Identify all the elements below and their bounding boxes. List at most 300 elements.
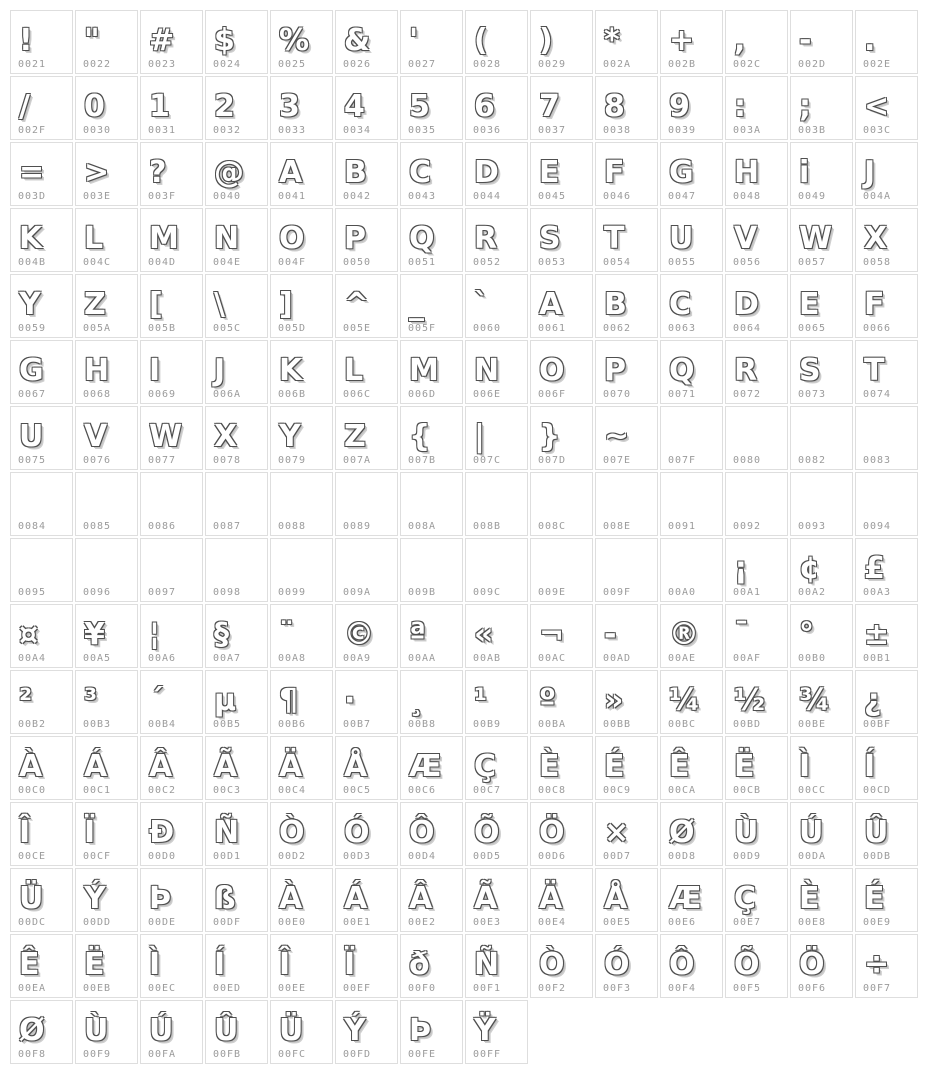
- glyph-cell: [725, 538, 788, 602]
- glyph-preview: ·: [344, 683, 356, 718]
- glyph-cell: [205, 934, 268, 998]
- glyph-preview: ^: [344, 287, 370, 322]
- glyph-unicode-label: 0040: [213, 191, 242, 202]
- glyph-preview: [791, 411, 850, 451]
- glyph-cell: [10, 802, 73, 866]
- glyph-preview: S: [539, 221, 561, 256]
- glyph-preview: 4: [344, 89, 365, 124]
- glyph-cell: [660, 934, 723, 998]
- glyph-cell: [530, 274, 593, 338]
- glyph-cell: [335, 670, 398, 734]
- glyph-cell: [530, 340, 593, 404]
- glyph-preview: Q: [409, 221, 435, 256]
- glyph-cell: [205, 274, 268, 338]
- glyph-unicode-label: 006F: [538, 389, 567, 400]
- glyph-preview: H: [734, 155, 760, 190]
- glyph-cell: [140, 538, 203, 602]
- glyph-unicode-label: 0076: [83, 455, 112, 466]
- glyph-preview: ¤: [19, 617, 39, 652]
- glyph-unicode-label: 00C8: [538, 785, 567, 796]
- glyph-unicode-label: 0070: [603, 389, 632, 400]
- glyph-cell: [855, 208, 918, 272]
- glyph-cell: [400, 538, 463, 602]
- glyph-preview: Å: [604, 881, 628, 916]
- glyph-unicode-label: 0093: [798, 521, 827, 532]
- glyph-preview: L: [84, 221, 104, 256]
- glyph-unicode-label: 0067: [18, 389, 47, 400]
- glyph-preview: È: [539, 749, 560, 784]
- glyph-preview: Â: [149, 749, 173, 784]
- glyph-cell: [465, 472, 528, 536]
- glyph-preview: ;: [799, 89, 811, 124]
- glyph-unicode-label: 00F2: [538, 983, 567, 994]
- glyph-cell: [530, 208, 593, 272]
- glyph-unicode-label: 00A7: [213, 653, 242, 664]
- glyph-cell: [530, 76, 593, 140]
- glyph-unicode-label: 0028: [473, 59, 502, 70]
- glyph-cell: [400, 472, 463, 536]
- glyph-unicode-label: 0069: [148, 389, 177, 400]
- glyph-unicode-label: 0066: [863, 323, 892, 334]
- glyph-preview: Ï: [344, 947, 356, 982]
- charmap-row: [10, 340, 918, 404]
- glyph-cell: [465, 736, 528, 800]
- glyph-cell: [10, 142, 73, 206]
- glyph-unicode-label: 007B: [408, 455, 437, 466]
- glyph-cell: [205, 142, 268, 206]
- glyph-unicode-label: 0077: [148, 455, 177, 466]
- glyph-unicode-label: 0091: [668, 521, 697, 532]
- glyph-unicode-label: 00F0: [408, 983, 437, 994]
- glyph-cell: [725, 670, 788, 734]
- glyph-preview: (: [474, 23, 488, 58]
- glyph-unicode-label: 0071: [668, 389, 697, 400]
- glyph-preview: Ä: [539, 881, 563, 916]
- glyph-preview: 1: [149, 89, 170, 124]
- glyph-unicode-label: 0052: [473, 257, 502, 268]
- glyph-unicode-label: 00A0: [668, 587, 697, 598]
- glyph-preview: Ò: [279, 815, 305, 850]
- glyph-cell: [725, 340, 788, 404]
- glyph-cell: [855, 76, 918, 140]
- glyph-preview: X: [214, 419, 238, 454]
- glyph-unicode-label: 00C3: [213, 785, 242, 796]
- glyph-cell: [270, 472, 333, 536]
- glyph-preview: ¶: [279, 683, 299, 718]
- glyph-unicode-label: 004E: [213, 257, 242, 268]
- glyph-unicode-label: 00B6: [278, 719, 307, 730]
- glyph-unicode-label: 00D5: [473, 851, 502, 862]
- glyph-preview: £: [864, 551, 885, 586]
- glyph-unicode-label: 007F: [668, 455, 697, 466]
- glyph-cell: [400, 10, 463, 74]
- glyph-cell: [790, 274, 853, 338]
- glyph-cell: [855, 670, 918, 734]
- glyph-preview: Q: [669, 353, 695, 388]
- glyph-preview: i: [799, 155, 810, 190]
- glyph-unicode-label: 00B1: [863, 653, 892, 664]
- glyph-unicode-label: 0053: [538, 257, 567, 268]
- glyph-cell: [335, 934, 398, 998]
- glyph-cell: [75, 538, 138, 602]
- glyph-cell: [140, 1000, 203, 1064]
- glyph-unicode-label: 00D6: [538, 851, 567, 862]
- glyph-unicode-label: 00ED: [213, 983, 242, 994]
- glyph-preview: Ô: [409, 815, 435, 850]
- glyph-preview: [76, 477, 135, 517]
- glyph-preview: ×: [604, 815, 630, 850]
- glyph-preview: ß: [214, 881, 236, 916]
- glyph-cell: [270, 670, 333, 734]
- glyph-preview: 8: [604, 89, 625, 124]
- glyph-preview: ¡: [734, 551, 748, 586]
- glyph-cell: [400, 934, 463, 998]
- glyph-cell: [790, 406, 853, 470]
- glyph-cell: [465, 538, 528, 602]
- glyph-unicode-label: 00A2: [798, 587, 827, 598]
- glyph-unicode-label: 005F: [408, 323, 437, 334]
- charmap-row: [10, 604, 918, 668]
- glyph-cell: [595, 10, 658, 74]
- glyph-cell: [400, 1000, 463, 1064]
- glyph-unicode-label: 009C: [473, 587, 502, 598]
- glyph-cell: [465, 142, 528, 206]
- glyph-unicode-label: 0099: [278, 587, 307, 598]
- glyph-cell: [140, 736, 203, 800]
- glyph-cell: [595, 934, 658, 998]
- glyph-cell: [10, 868, 73, 932]
- glyph-unicode-label: 005A: [83, 323, 112, 334]
- glyph-unicode-label: 00E4: [538, 917, 567, 928]
- glyph-preview: [141, 477, 200, 517]
- glyph-unicode-label: 005B: [148, 323, 177, 334]
- glyph-unicode-label: 00F5: [733, 983, 762, 994]
- glyph-preview: 7: [539, 89, 560, 124]
- glyph-unicode-label: 0079: [278, 455, 307, 466]
- glyph-unicode-label: 00D0: [148, 851, 177, 862]
- glyph-unicode-label: 0021: [18, 59, 47, 70]
- glyph-cell: [140, 340, 203, 404]
- glyph-cell: [140, 934, 203, 998]
- glyph-preview: |: [474, 419, 485, 454]
- glyph-preview: J: [864, 155, 876, 190]
- glyph-unicode-label: 00B9: [473, 719, 502, 730]
- glyph-cell: [660, 10, 723, 74]
- glyph-unicode-label: 0037: [538, 125, 567, 136]
- glyph-unicode-label: 0029: [538, 59, 567, 70]
- glyph-unicode-label: 0074: [863, 389, 892, 400]
- glyph-unicode-label: 0062: [603, 323, 632, 334]
- glyph-preview: ±: [864, 617, 890, 652]
- glyph-cell: [335, 274, 398, 338]
- glyph-preview: B: [344, 155, 367, 190]
- glyph-cell: [205, 670, 268, 734]
- glyph-preview: K: [279, 353, 303, 388]
- glyph-cell: [10, 406, 73, 470]
- glyph-cell: [270, 934, 333, 998]
- glyph-preview: ÷: [864, 947, 890, 982]
- glyph-cell: [400, 670, 463, 734]
- glyph-unicode-label: 0023: [148, 59, 177, 70]
- glyph-unicode-label: 003F: [148, 191, 177, 202]
- glyph-cell: [660, 76, 723, 140]
- glyph-preview: [791, 477, 850, 517]
- glyph-preview: P: [344, 221, 366, 256]
- glyph-unicode-label: 00A9: [343, 653, 372, 664]
- glyph-unicode-label: 00BF: [863, 719, 892, 730]
- glyph-unicode-label: 00EB: [83, 983, 112, 994]
- glyph-cell: [465, 10, 528, 74]
- glyph-cell: [595, 76, 658, 140]
- glyph-cell: [855, 736, 918, 800]
- glyph-preview: ¿: [864, 683, 882, 718]
- glyph-cell: [270, 604, 333, 668]
- glyph-cell: [465, 208, 528, 272]
- glyph-unicode-label: 00A3: [863, 587, 892, 598]
- glyph-preview: [271, 477, 330, 517]
- glyph-cell: [855, 340, 918, 404]
- glyph-preview: =: [19, 155, 45, 190]
- glyph-cell: [270, 76, 333, 140]
- glyph-unicode-label: 005E: [343, 323, 372, 334]
- glyph-preview: Ø: [19, 1013, 45, 1048]
- glyph-preview: F: [604, 155, 625, 190]
- glyph-unicode-label: 0031: [148, 125, 177, 136]
- glyph-preview: Î: [279, 947, 291, 982]
- glyph-cell: [660, 538, 723, 602]
- glyph-cell: [465, 868, 528, 932]
- glyph-preview: `: [474, 287, 489, 322]
- glyph-preview: Ã: [214, 749, 238, 784]
- glyph-cell: [270, 1000, 333, 1064]
- glyph-preview: À: [19, 749, 43, 784]
- glyph-cell: [465, 670, 528, 734]
- glyph-preview: [401, 543, 460, 583]
- glyph-unicode-label: 0084: [18, 521, 47, 532]
- charmap-table: [8, 8, 920, 1066]
- glyph-unicode-label: 00B4: [148, 719, 177, 730]
- glyph-preview: ª: [409, 617, 426, 652]
- glyph-unicode-label: 0035: [408, 125, 437, 136]
- glyph-preview: [336, 477, 395, 517]
- glyph-unicode-label: 00B5: [213, 719, 242, 730]
- glyph-preview: Û: [214, 1013, 239, 1048]
- glyph-preview: ð: [409, 947, 430, 982]
- glyph-cell: [335, 406, 398, 470]
- glyph-preview: Ö: [799, 947, 825, 982]
- glyph-unicode-label: 0055: [668, 257, 697, 268]
- glyph-cell: [855, 802, 918, 866]
- glyph-cell: [335, 538, 398, 602]
- glyph-cell: [140, 604, 203, 668]
- glyph-unicode-label: 008A: [408, 521, 437, 532]
- glyph-unicode-label: 0038: [603, 125, 632, 136]
- glyph-cell: [400, 868, 463, 932]
- glyph-cell: [205, 604, 268, 668]
- glyph-unicode-label: 003C: [863, 125, 892, 136]
- glyph-preview: [596, 543, 655, 583]
- glyph-unicode-label: 00EF: [343, 983, 372, 994]
- glyph-preview: ~: [604, 419, 630, 454]
- glyph-unicode-label: 0026: [343, 59, 372, 70]
- glyph-unicode-label: 00E3: [473, 917, 502, 928]
- glyph-cell: [205, 406, 268, 470]
- glyph-unicode-label: 005D: [278, 323, 307, 334]
- glyph-preview: [661, 543, 720, 583]
- glyph-preview: ¥: [84, 617, 105, 652]
- glyph-preview: Ñ: [214, 815, 240, 850]
- glyph-cell: [530, 934, 593, 998]
- glyph-preview: Ã: [474, 881, 498, 916]
- glyph-cell: [75, 340, 138, 404]
- glyph-unicode-label: 00FF: [473, 1049, 502, 1060]
- glyph-preview: *: [604, 23, 620, 58]
- glyph-cell: [270, 208, 333, 272]
- glyph-cell: [855, 406, 918, 470]
- glyph-preview: §: [214, 617, 229, 652]
- glyph-preview: T: [864, 353, 885, 388]
- glyph-unicode-label: 00CC: [798, 785, 827, 796]
- glyph-cell: [855, 538, 918, 602]
- glyph-cell: [595, 604, 658, 668]
- glyph-cell: [140, 406, 203, 470]
- glyph-unicode-label: 006B: [278, 389, 307, 400]
- glyph-cell: [790, 802, 853, 866]
- glyph-cell: [75, 208, 138, 272]
- glyph-unicode-label: 00DA: [798, 851, 827, 862]
- glyph-cell: [790, 340, 853, 404]
- glyph-preview: [401, 477, 460, 517]
- glyph-cell: [140, 472, 203, 536]
- glyph-unicode-label: 00AE: [668, 653, 697, 664]
- glyph-preview: [856, 477, 915, 517]
- glyph-preview: ®: [669, 617, 699, 652]
- glyph-unicode-label: 0080: [733, 455, 762, 466]
- glyph-cell: [465, 1000, 528, 1064]
- glyph-preview: º: [539, 683, 556, 718]
- glyph-preview: >: [84, 155, 110, 190]
- glyph-preview: Í: [864, 749, 876, 784]
- glyph-preview: R: [474, 221, 498, 256]
- glyph-unicode-label: 003B: [798, 125, 827, 136]
- glyph-preview: D: [474, 155, 499, 190]
- glyph-unicode-label: 00C0: [18, 785, 47, 796]
- glyph-preview: [141, 543, 200, 583]
- glyph-preview: ¸: [409, 683, 424, 718]
- glyph-unicode-label: 0054: [603, 257, 632, 268]
- glyph-preview: E: [799, 287, 820, 322]
- glyph-preview: Â: [409, 881, 433, 916]
- glyph-cell: [725, 274, 788, 338]
- glyph-cell: [400, 406, 463, 470]
- glyph-unicode-label: 00D4: [408, 851, 437, 862]
- charmap-row: [10, 1000, 918, 1064]
- glyph-unicode-label: 00E2: [408, 917, 437, 928]
- glyph-unicode-label: 0048: [733, 191, 762, 202]
- glyph-unicode-label: 00DF: [213, 917, 242, 928]
- glyph-cell: [335, 604, 398, 668]
- glyph-cell: [790, 604, 853, 668]
- glyph-unicode-label: 0047: [668, 191, 697, 202]
- glyph-cell: [205, 208, 268, 272]
- glyph-cell: [140, 274, 203, 338]
- glyph-unicode-label: 0046: [603, 191, 632, 202]
- glyph-cell: [790, 10, 853, 74]
- glyph-cell: [75, 406, 138, 470]
- glyph-preview: Ì: [149, 947, 161, 982]
- charmap-row: [10, 538, 918, 602]
- glyph-unicode-label: 004A: [863, 191, 892, 202]
- glyph-unicode-label: 00C5: [343, 785, 372, 796]
- glyph-unicode-label: 00AC: [538, 653, 567, 664]
- glyph-unicode-label: 00EA: [18, 983, 47, 994]
- glyph-preview: Ó: [344, 815, 370, 850]
- glyph-unicode-label: 009E: [538, 587, 567, 598]
- glyph-unicode-label: 0085: [83, 521, 112, 532]
- glyph-preview: U: [19, 419, 44, 454]
- glyph-preview: [726, 411, 785, 451]
- glyph-cell: [790, 538, 853, 602]
- glyph-preview: N: [474, 353, 500, 388]
- glyph-unicode-label: 006C: [343, 389, 372, 400]
- glyph-unicode-label: 00F9: [83, 1049, 112, 1060]
- glyph-unicode-label: 0036: [473, 125, 502, 136]
- glyph-unicode-label: 0087: [213, 521, 242, 532]
- glyph-preview: Ü: [279, 1013, 304, 1048]
- glyph-preview: ,: [734, 23, 746, 58]
- glyph-preview: B: [604, 287, 627, 322]
- glyph-cell: [530, 472, 593, 536]
- glyph-unicode-label: 0098: [213, 587, 242, 598]
- glyph-unicode-label: 003D: [18, 191, 47, 202]
- glyph-preview: Ú: [149, 1013, 174, 1048]
- glyph-cell: [530, 670, 593, 734]
- glyph-unicode-label: 0075: [18, 455, 47, 466]
- glyph-cell: [335, 868, 398, 932]
- glyph-preview: ': [409, 23, 419, 58]
- glyph-preview: -: [604, 617, 617, 652]
- glyph-preview: ): [539, 23, 553, 58]
- glyph-cell: [725, 868, 788, 932]
- glyph-preview: Ð: [149, 815, 175, 850]
- glyph-unicode-label: 0068: [83, 389, 112, 400]
- glyph-cell: [465, 274, 528, 338]
- glyph-unicode-label: 002D: [798, 59, 827, 70]
- glyph-unicode-label: 00F6: [798, 983, 827, 994]
- glyph-preview: [531, 543, 590, 583]
- glyph-preview: -: [799, 23, 812, 58]
- glyph-cell: [465, 76, 528, 140]
- glyph-cell: [595, 340, 658, 404]
- glyph-cell: [855, 868, 918, 932]
- glyph-cell: [10, 538, 73, 602]
- glyph-preview: Z: [344, 419, 366, 454]
- glyph-preview: O: [279, 221, 305, 256]
- glyph-unicode-label: 00B0: [798, 653, 827, 664]
- glyph-unicode-label: 00F7: [863, 983, 892, 994]
- glyph-preview: Ý: [344, 1013, 366, 1048]
- glyph-cell: [270, 274, 333, 338]
- glyph-preview: ©: [344, 617, 374, 652]
- glyph-cell: [400, 604, 463, 668]
- glyph-unicode-label: 007A: [343, 455, 372, 466]
- glyph-unicode-label: 0042: [343, 191, 372, 202]
- glyph-unicode-label: 0061: [538, 323, 567, 334]
- glyph-unicode-label: 0044: [473, 191, 502, 202]
- glyph-preview: ²: [19, 683, 33, 718]
- glyph-cell: [140, 142, 203, 206]
- glyph-preview: »: [604, 683, 624, 718]
